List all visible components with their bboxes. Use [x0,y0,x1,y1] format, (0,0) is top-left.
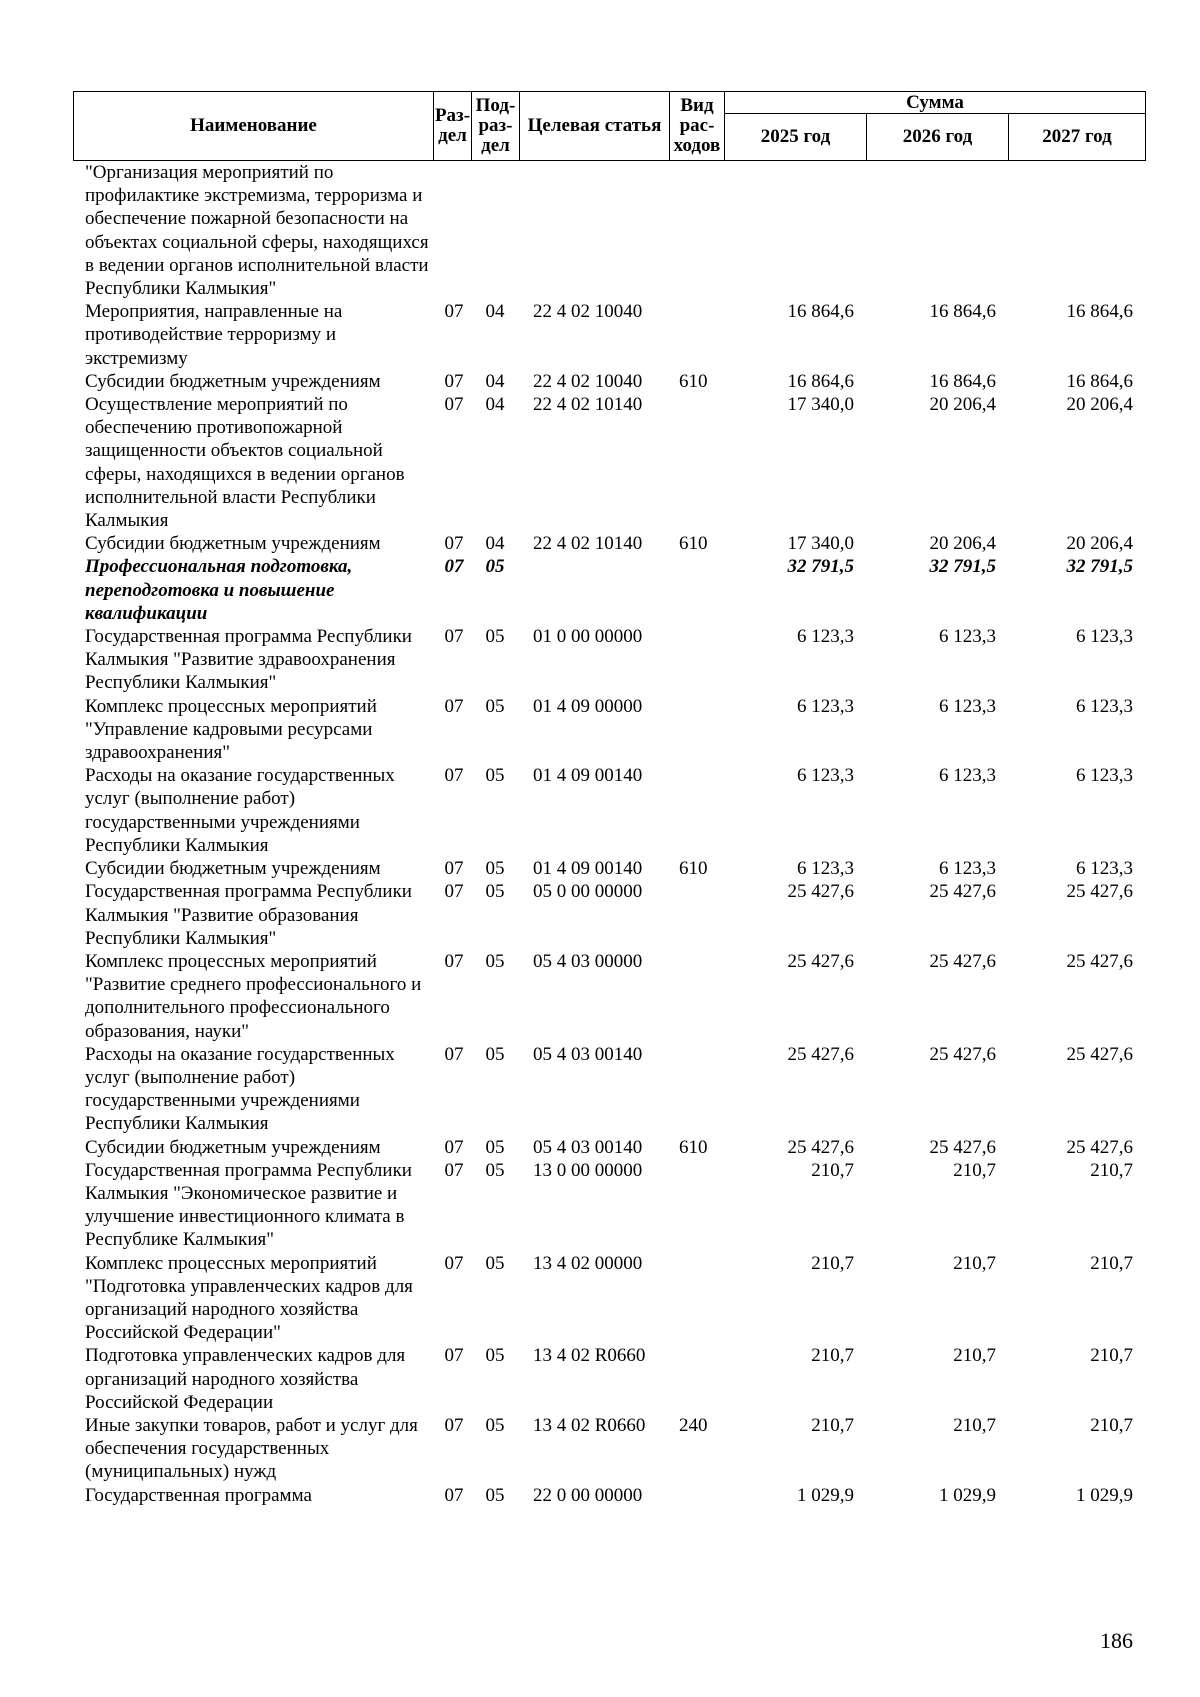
cell-vr [669,555,724,625]
cell-vr: 610 [679,858,708,880]
cell-cs: 01 0 00 00000 [533,626,643,648]
cell-name: Комплекс процессных мероприятий "Управление кадровыми ресурсами здравоохранения" [85,695,377,764]
cell-y2026: 210,7 [953,1159,996,1181]
cell-name: Комплекс процессных мероприятий "Развитие среднего профессионального и дополнительного профессионального образования, науки" [85,950,422,1042]
cell-vr: 610 [679,1136,708,1158]
cell-y2027: 6 123,3 [1076,695,1133,717]
cell-name: Субсидии бюджетным учреждениям [85,858,381,880]
cell-cs: 13 4 02 R0660 [533,1414,646,1436]
cell-y2027: 210,7 [1090,1159,1133,1181]
cell-y2027: 25 427,6 [1066,881,1133,903]
header-celevaya: Целевая статья [520,92,670,161]
cell-y2025: 210,7 [811,1414,854,1436]
cell-vr [669,1043,724,1136]
cell-cs: 13 0 00 00000 [533,1159,643,1181]
cell-y2026: 20 206,4 [929,394,996,416]
table-header [73,91,1146,161]
cell-rz: 07 [444,533,464,555]
cell-rz: 07 [444,858,464,880]
cell-rz: 07 [444,1484,464,1506]
cell-cs: 22 4 02 10140 [533,394,643,416]
header-2026: 2026 год [867,114,1009,161]
cell-y2026: 25 427,6 [929,1043,996,1065]
cell-y2025 [724,161,866,300]
cell-vr [669,880,724,950]
table-row [73,1136,1145,1159]
cell-y2026: 6 123,3 [939,765,996,787]
cell-name: Субсидии бюджетным учреждениям [85,533,381,555]
cell-cs [519,555,669,625]
cell-pr: 05 [485,1345,505,1367]
table-row [73,393,1145,532]
cell-y2025: 25 427,6 [787,950,854,972]
cell-pr: 05 [485,858,505,880]
header-2027: 2027 год [1009,114,1146,161]
table-row [73,1414,1145,1484]
cell-y2027: 6 123,3 [1076,626,1133,648]
cell-name: Государственная программа Республики Калмыкия "Развитие здравоохранения Республики Калмыкия" [85,626,412,694]
cell-name: "Организация мероприятий по профилактике экстремизма, терроризма и обеспечение пожарной безопасности на объектах социальной сферы, находящихся в ведении органов исполнительной власти Республики Калмыкия" [85,162,429,300]
cell-cs: 05 4 03 00140 [533,1043,643,1065]
table-body [73,161,1145,1507]
cell-y2026: 6 123,3 [939,858,996,880]
cell-y2027: 25 427,6 [1066,950,1133,972]
cell-rz: 07 [444,1414,464,1436]
cell-name: Субсидии бюджетным учреждениям [85,1136,381,1158]
cell-y2027: 6 123,3 [1076,765,1133,787]
cell-cs: 01 4 09 00140 [533,858,643,880]
cell-y2026: 16 864,6 [929,301,996,323]
cell-y2025: 25 427,6 [787,1043,854,1065]
table-row [73,1159,1145,1252]
cell-vr [669,161,724,300]
cell-y2026: 6 123,3 [939,626,996,648]
cell-y2027: 16 864,6 [1066,301,1133,323]
cell-rz: 07 [444,556,464,578]
cell-y2027: 25 427,6 [1066,1043,1133,1065]
table-row [73,555,1145,625]
cell-pr: 05 [485,695,505,717]
cell-rz: 07 [444,881,464,903]
cell-y2026: 32 791,5 [929,556,996,578]
cell-y2025: 25 427,6 [787,881,854,903]
cell-vr [669,764,724,857]
cell-y2027: 16 864,6 [1066,370,1133,392]
cell-y2026: 25 427,6 [929,950,996,972]
header-razdel: Раз-дел [434,92,472,161]
cell-cs: 13 4 02 R0660 [533,1345,646,1367]
cell-pr: 05 [485,1484,505,1506]
cell-y2027: 210,7 [1090,1414,1133,1436]
cell-y2025: 210,7 [811,1345,854,1367]
table-row [73,857,1145,880]
cell-vr [669,1252,724,1345]
cell-rz: 07 [444,695,464,717]
cell-y2026: 16 864,6 [929,370,996,392]
cell-rz: 07 [444,950,464,972]
cell-vr [669,695,724,765]
table-row [73,532,1145,555]
cell-y2025: 1 029,9 [797,1484,854,1506]
cell-vr [669,300,724,370]
table-row [73,625,1145,695]
document-page [73,91,1145,1507]
cell-cs: 05 4 03 00140 [533,1136,643,1158]
cell-vr [669,1159,724,1252]
table-row [73,695,1145,765]
cell-rz: 07 [444,370,464,392]
cell-rz: 07 [444,394,464,416]
cell-pr: 05 [485,1159,505,1181]
cell-y2026: 25 427,6 [929,881,996,903]
cell-pr: 05 [485,950,505,972]
table-row [73,370,1145,393]
cell-cs [519,161,669,300]
table-row [73,300,1145,370]
cell-pr: 04 [485,533,505,555]
cell-y2025: 6 123,3 [797,626,854,648]
cell-vr [669,625,724,695]
cell-pr: 04 [485,301,505,323]
cell-y2027: 1 029,9 [1076,1484,1133,1506]
cell-name: Иные закупки товаров, работ и услуг для обеспечения государственных (муниципальных) нужд [85,1414,418,1483]
table-row [73,1484,1145,1507]
cell-vr: 610 [679,533,708,555]
cell-pr: 05 [485,1043,505,1065]
cell-vr [669,1344,724,1414]
cell-y2025: 32 791,5 [787,556,854,578]
cell-vr: 610 [679,370,708,392]
cell-y2026 [866,161,1008,300]
cell-pr: 04 [485,394,505,416]
cell-pr: 05 [485,1414,505,1436]
cell-name: Осуществление мероприятий по обеспечению противопожарной защищенности объектов социальной сферы, находящихся в ведении органов исполнительной власти Республики Калмыкия [85,394,405,532]
cell-rz: 07 [444,1345,464,1367]
header-summa: Сумма [725,92,1146,114]
cell-y2026: 6 123,3 [939,695,996,717]
cell-y2027: 210,7 [1090,1252,1133,1274]
cell-y2027: 32 791,5 [1066,556,1133,578]
cell-cs: 22 4 02 10040 [533,370,643,392]
cell-cs: 01 4 09 00000 [533,695,643,717]
cell-y2025: 17 340,0 [787,394,854,416]
cell-name: Субсидии бюджетным учреждениям [85,370,381,392]
cell-rz: 07 [444,301,464,323]
header-podrazdel: Под-раз-дел [472,92,520,161]
cell-y2027: 25 427,6 [1066,1136,1133,1158]
cell-y2027: 20 206,4 [1066,533,1133,555]
cell-cs: 22 4 02 10140 [533,533,643,555]
cell-rz: 07 [444,765,464,787]
table-row [73,1043,1145,1136]
cell-pr: 05 [485,881,505,903]
table-row [73,880,1145,950]
cell-cs: 22 0 00 00000 [533,1484,643,1506]
cell-y2026: 1 029,9 [939,1484,996,1506]
cell-name: Государственная программа [85,1484,312,1506]
cell-cs: 05 4 03 00000 [533,950,643,972]
cell-y2025: 6 123,3 [797,858,854,880]
table-row [73,764,1145,857]
header-2025: 2025 год [725,114,867,161]
cell-y2026: 210,7 [953,1414,996,1436]
cell-rz [433,161,471,300]
cell-y2027: 210,7 [1090,1345,1133,1367]
cell-y2027: 20 206,4 [1066,394,1133,416]
cell-vr [669,950,724,1043]
cell-name: Расходы на оказание государственных услуг (выполнение работ) государственными учреждениями Республики Калмыкия [85,1043,395,1135]
cell-vr [669,1484,724,1507]
table-row [73,1252,1145,1345]
cell-y2027: 6 123,3 [1076,858,1133,880]
cell-y2025: 16 864,6 [787,370,854,392]
cell-pr: 05 [485,626,505,648]
cell-y2025: 25 427,6 [787,1136,854,1158]
header-name: Наименование [74,92,434,161]
cell-y2025: 210,7 [811,1159,854,1181]
header-vid: Вид рас-ходов [670,92,725,161]
cell-cs: 05 0 00 00000 [533,881,643,903]
cell-name: Подготовка управленческих кадров для организаций народного хозяйства Российской Федерации [85,1345,406,1413]
cell-y2025: 210,7 [811,1252,854,1274]
cell-rz: 07 [444,1159,464,1181]
cell-rz: 07 [444,1043,464,1065]
cell-vr [669,393,724,532]
page-number: 186 [1100,1628,1133,1653]
cell-name: Государственная программа Республики Калмыкия "Развитие образования Республики Калмыкия" [85,881,412,949]
cell-pr: 05 [485,556,505,578]
cell-rz: 07 [444,626,464,648]
cell-pr: 05 [485,1252,505,1274]
cell-cs: 22 4 02 10040 [533,301,643,323]
cell-y2026: 20 206,4 [929,533,996,555]
cell-cs: 01 4 09 00140 [533,765,643,787]
cell-name: Расходы на оказание государственных услуг (выполнение работ) государственными учреждениями Республики Калмыкия [85,765,395,856]
cell-rz: 07 [444,1252,464,1274]
cell-y2025: 16 864,6 [787,301,854,323]
cell-pr [471,161,519,300]
cell-pr: 05 [485,1136,505,1158]
cell-name: Комплекс процессных мероприятий "Подготовка управленческих кадров для организаций народного хозяйства Российской Федерации" [85,1252,413,1344]
cell-y2025: 17 340,0 [787,533,854,555]
table-row [73,950,1145,1043]
cell-name: Профессиональная подготовка, переподготовка и повышение квалификации [85,556,353,624]
cell-rz: 07 [444,1136,464,1158]
cell-vr: 240 [679,1414,708,1436]
cell-cs: 13 4 02 00000 [533,1252,643,1274]
cell-y2025: 6 123,3 [797,695,854,717]
cell-name: Государственная программа Республики Калмыкия "Экономическое развитие и улучшение инвестиционного климата в Республике Калмыкия" [85,1159,412,1251]
cell-y2025: 6 123,3 [797,765,854,787]
table-row [73,1344,1145,1414]
cell-y2026: 25 427,6 [929,1136,996,1158]
table-row [73,161,1145,300]
cell-pr: 05 [485,765,505,787]
cell-name: Мероприятия, направленные на противодействие терроризму и экстремизму [85,301,343,369]
cell-y2027 [1008,161,1145,300]
cell-pr: 04 [485,370,505,392]
cell-y2026: 210,7 [953,1345,996,1367]
cell-y2026: 210,7 [953,1252,996,1274]
